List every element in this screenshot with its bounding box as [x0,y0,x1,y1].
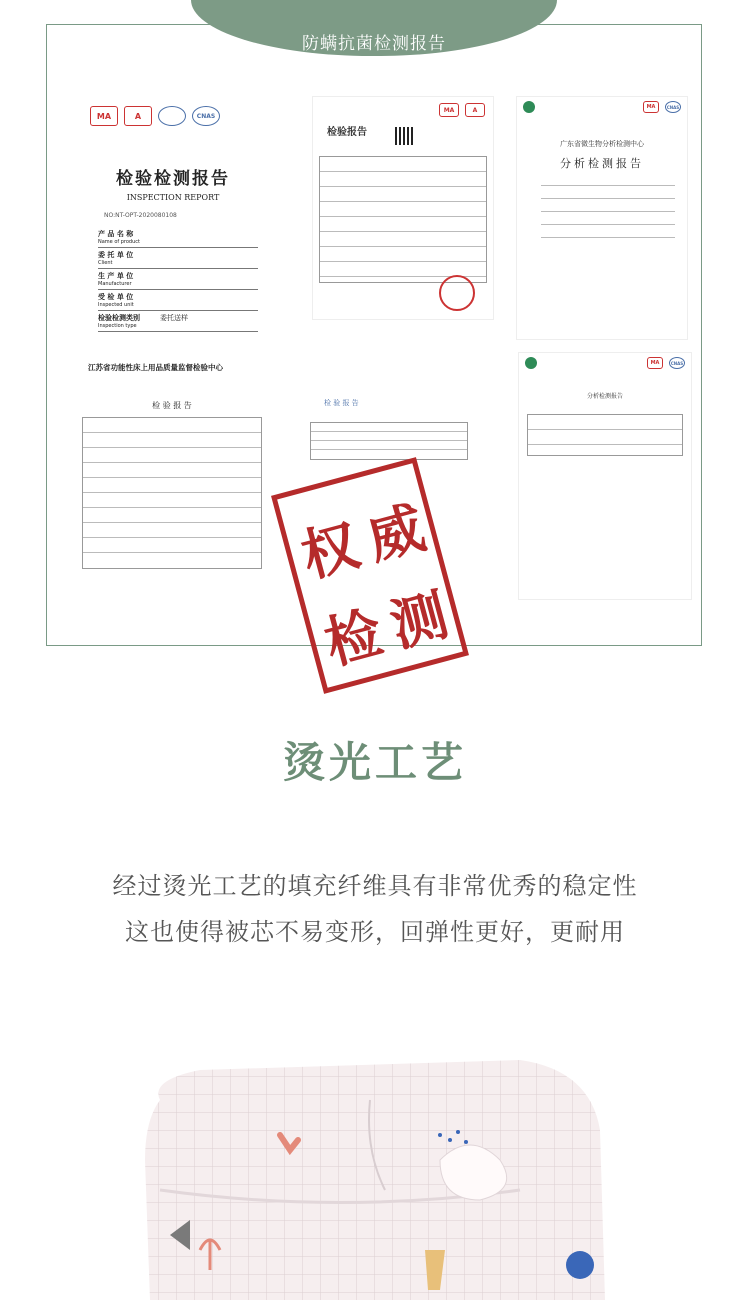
cnas-logo-icon: CNAS [665,101,681,113]
certification-logos [313,103,485,117]
stamp-char: 权 [295,513,367,591]
field-label: 受 检 单 位 [98,293,134,301]
pattern-dot-icon [566,1251,594,1279]
stamp-char: 威 [360,495,432,573]
stamp-char: 测 [384,582,455,660]
ilac-logo-icon [158,106,186,126]
a-logo-icon: A [124,106,152,126]
qr-code-icon [395,127,413,145]
report-fields [98,227,258,332]
section-heading: 烫光工艺 [282,738,467,787]
ma-logo-icon: MA [647,357,663,369]
ma-logo-icon: MA [90,106,118,126]
field-value: 委托送样 [160,314,188,322]
report-analysis-1 [516,96,688,340]
gdlab-logo-icon [525,357,537,369]
report-verification-2 [306,392,472,462]
report-title: 检 验 报 告 [324,399,359,407]
field-label-en: Inspected unit [98,302,134,308]
report-table [527,414,683,456]
description-line-2: 这也使得被芯不易变形，回弹性更好，更耐用 [125,918,625,946]
field-label: 委 托 单 位 [98,251,134,259]
report-lines [541,185,675,238]
field-label: 产 品 名 称 [98,230,134,238]
report-title: 检验报告 [327,127,367,138]
ma-logo-icon: MA [643,101,659,113]
banner-title: 防螨抗菌检测报告 [302,34,446,54]
field-label-en: Inspection type [98,323,137,329]
ma-logo-icon: MA [439,103,459,117]
report-title: 检 验 报 告 [152,401,192,410]
cnas-logo-icon: CNAS [192,106,220,126]
field-label-en: Client [98,260,113,266]
field-label-en: Name of product [98,239,140,245]
certification-logos [90,106,268,126]
certification-logos [525,357,691,369]
issuer-name: 江苏省功能性床上用品质量监督检验中心 [88,363,223,372]
report-table [310,422,468,460]
field-label-en: Manufacturer [98,281,132,287]
description-line-1: 经过烫光工艺的填充纤维具有非常优秀的稳定性 [112,872,638,900]
a-logo-icon: A [465,103,485,117]
seal-icon [439,275,475,311]
folded-quilt-image [140,1040,610,1300]
org-name: 广东省微生物分析检测中心 [560,140,644,148]
cnas-logo-icon: CNAS [669,357,685,369]
report-verification [312,96,494,320]
report-table [319,156,487,283]
report-title: 检验检测报告 [116,169,230,189]
report-number: NO:NT-OPT-2020080108 [104,212,177,219]
certification-logos [523,101,687,113]
report-table [82,417,262,569]
report-inspection-2 [78,398,266,580]
gdlab-logo-icon [523,101,535,113]
report-title: 分析检测报告 [560,157,644,170]
report-title-en: INSPECTION REPORT [126,193,220,202]
report-inspection [78,100,268,372]
field-label: 生 产 单 位 [98,272,134,280]
report-analysis-2 [518,352,692,600]
field-label: 检验检测类别 [98,314,140,322]
stamp-char: 检 [318,600,390,678]
report-title: 分析检测报告 [586,393,623,400]
